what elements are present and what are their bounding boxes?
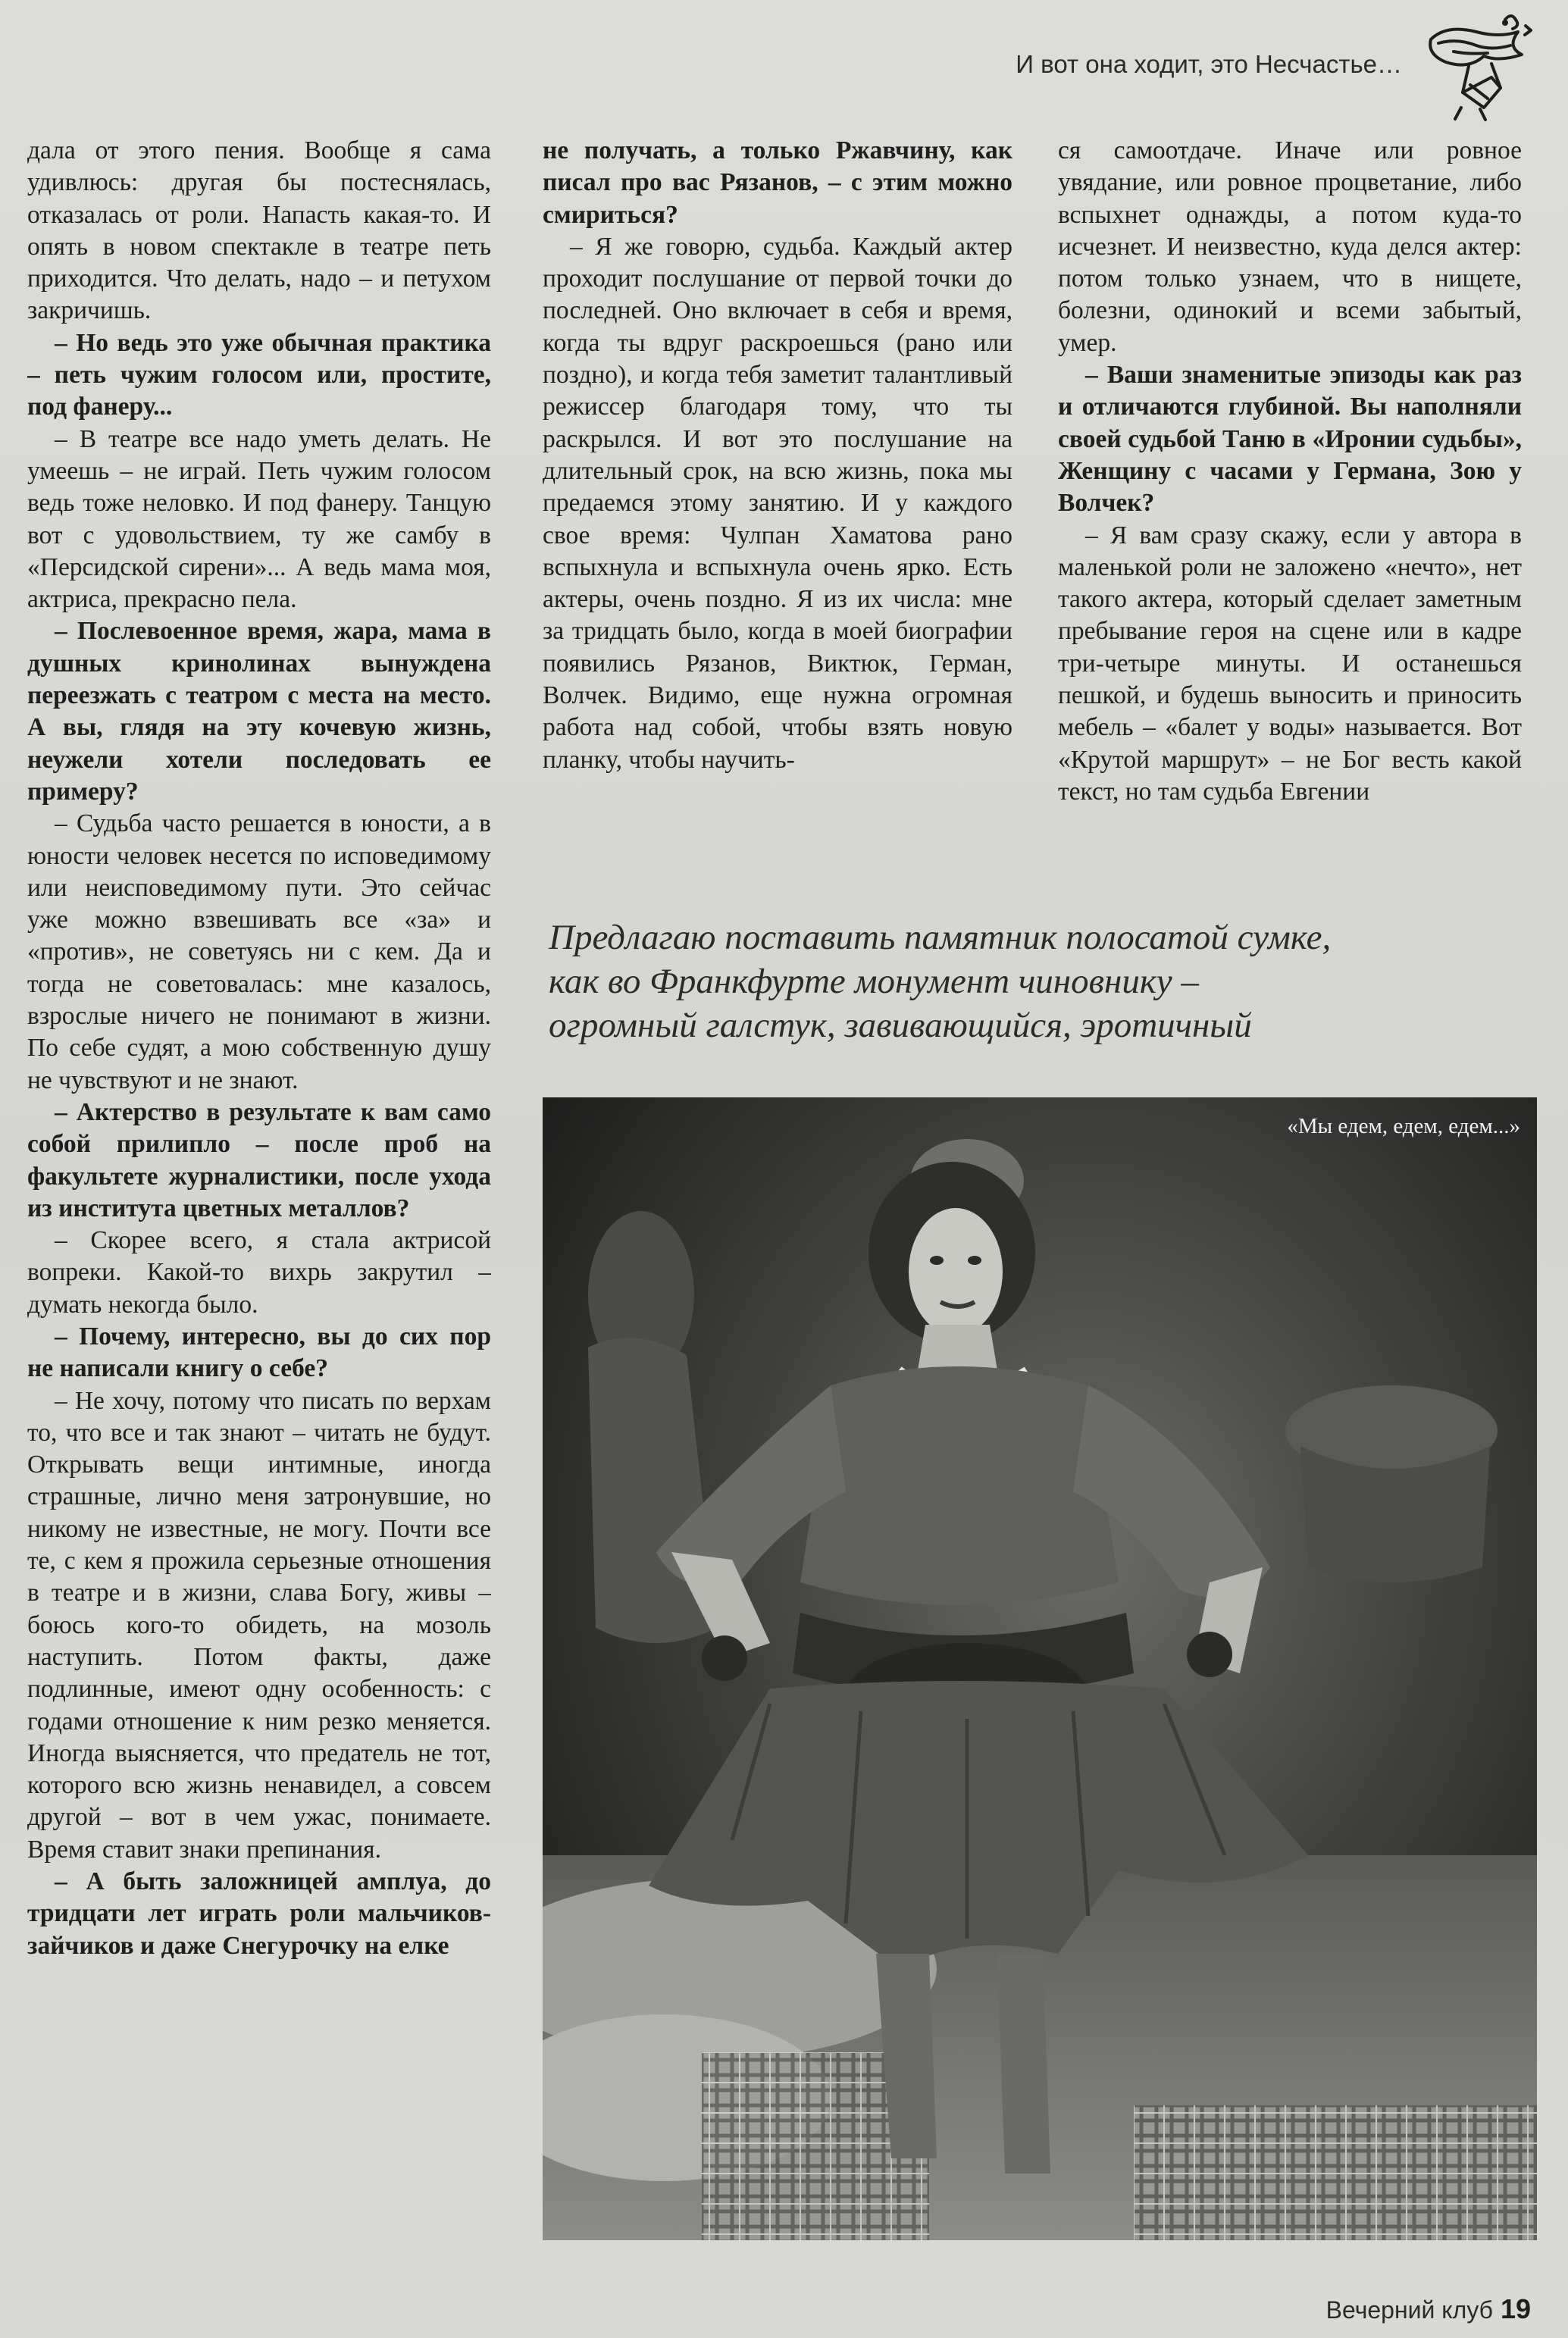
running-title: И вот она ходит, это Несчастье… bbox=[1016, 50, 1402, 78]
interview-answer: – Я же говорю, судьба. Каждый актер проходит послушание от первой точки до последней. Оно включает в себя и время, когда ты вдруг раскроешься (рано или поздно), и когда тебя заметит талантливый режиссер благодаря тому, что ты раскрылся. И вот это послушание на длительный срок, на всю жизнь, пока мы предаемся этому занятию. И у каждого свое время: Чулпан Хаматова рано вспыхнула и вспыхнула очень ярко. Есть актеры, очень поздно. Я из их числа: мне за тридцать было, когда в моей биографии появились Рязанов, Виктюк, Герман, Волчек. Видимо, еще нужна огромная работа над собой, чтобы взять новую планку, чтобы научить- bbox=[543, 232, 1012, 774]
paragraph: дала от этого пения. Вообще я сама удивлюсь: другая бы постеснялась, отказалась от роли. Напасть какая-то. И опять в новом спектакле в театре петь приходится. Что делать, надо – и петухом закричишь. bbox=[27, 136, 491, 325]
interview-answer: – Не хочу, потому что писать по верхам то, что все и так знают – читать не будут. Открывать вещи интимные, иногда страшные, лично меня затронувшие, но никому не известные, не могу. Почти все те, с кем я прожила серьезные отношения в театре и в жизни, слава Богу, живы – боюсь кого-то обидеть, на мозоль наступить. Потом факты, даже подлинные, имеют одну особенность: с годами отношение к ним резко меняется. Иногда выясняется, что предатель не тот, которого всю жизнь ненавидел, а совсем другой – вот в чем ужас, понимаете. Время ставит знаки препинания. bbox=[27, 1386, 491, 1864]
interview-question: – А быть заложницей амплуа, до тридцати лет играть роли мальчиков-зайчиков и даже Снегурочку на елке bbox=[27, 1867, 491, 1960]
interview-question: – Но ведь это уже обычная практика – петь чужим голосом или, простите, под фанеру... bbox=[27, 328, 491, 421]
interview-question: – Ваши знаменитые эпизоды как раз и отличаются глубиной. Вы наполняли своей судьбой Таню в «Иронии судьбы», Женщину с часами у Германа, Зою у Волчек? bbox=[1058, 361, 1522, 518]
interview-answer: – В театре все надо уметь делать. Не умеешь – не играй. Петь чужим голосом ведь тоже неловко. И под фанеру. Танцую вот с удовольствием, ту же самбу в «Персидской сирени»... А ведь мама моя, актриса, прекрасно пела. bbox=[27, 424, 491, 614]
article-column-3 bbox=[1058, 135, 1522, 900]
magazine-name: Вечерний клуб bbox=[1325, 2296, 1493, 2324]
interview-question: – Послевоенное время, жара, мама в душных кринолинах вынуждена переезжать с театром с места на место. А вы, глядя на эту кочевую жизнь, неужели хотели последовать ее примеру? bbox=[27, 617, 491, 806]
photo-caption: «Мы едем, едем, едем...» bbox=[1287, 1114, 1520, 1138]
stage-photo-illustration bbox=[543, 1097, 1537, 2240]
interview-question: – Почему, интересно, вы до сих пор не написали книгу о себе? bbox=[27, 1322, 491, 1383]
pull-quote-line: как во Франкфурте монумент чиновнику – bbox=[549, 962, 1199, 1001]
pull-quote-line: Предлагаю поставить памятник полосатой сумке, bbox=[549, 918, 1332, 957]
article-column-1 bbox=[27, 135, 491, 2257]
article-column-2 bbox=[543, 135, 1012, 900]
interview-question-continued: не получать, а только Ржавчину, как писал про вас Рязанов, – с этим можно смириться? bbox=[543, 136, 1012, 229]
pull-quote bbox=[549, 915, 1534, 1067]
interview-answer: – Скорее всего, я стала актрисой вопреки. Какой-то вихрь закрутил – думать некогда было. bbox=[27, 1226, 491, 1319]
paragraph: ся самоотдаче. Иначе или ровное увядание, или ровное процветание, либо вспыхнет однажды, а потом куда-то исчезнет. И неизвестно, куда делся актер: потом только узнаем, что в нищете, болезни, одинокий и всеми забытый, умер. bbox=[1058, 136, 1522, 357]
interview-question: – Актерство в результате к вам само собой прилипло – после проб на факультете журналистики, после ухода из института цветных металлов? bbox=[27, 1097, 491, 1222]
interview-answer: – Судьба часто решается в юности, а в юности человек несется по исповедимому или неисповедимому пути. Это сейчас уже можно взвешивать все «за» и «против», не советуясь ни с кем. Да и тогда не советовалась: мне казалось, взрослые ничего не понимают в жизни. По себе судят, а мою собственную душу не чувствуют и не знают. bbox=[27, 809, 491, 1094]
stage-photo bbox=[543, 1097, 1537, 2240]
pull-quote-line: огромный галстук, завивающийся, эротичный bbox=[549, 1006, 1252, 1045]
interview-answer: – Я вам сразу скажу, если у автора в маленькой роли не заложено «нечто», нет такого актера, который сделает заметным пребывание героя на сцене или в кадре три-четыре минуты. И останешься пешкой, и будешь выносить и приносить мебель – «балет у воды» называется. Вот «Крутой маршрут» – не Бог весть какой текст, но там судьба Евгении bbox=[1058, 521, 1522, 806]
bird-logo-icon bbox=[1416, 9, 1537, 123]
page-number: 19 bbox=[1501, 2293, 1532, 2324]
